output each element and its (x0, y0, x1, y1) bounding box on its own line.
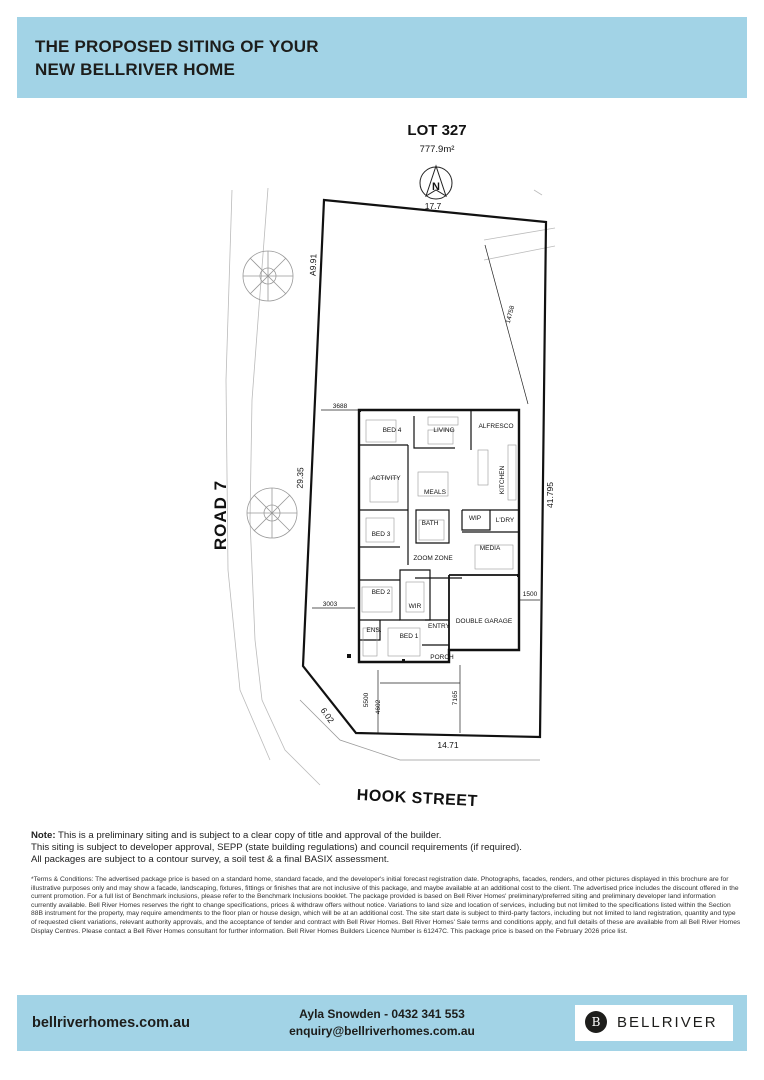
svg-text:N: N (432, 181, 440, 193)
note-line1: This is a preliminary siting and is subject to a clear copy of title and approval of the builder. (55, 830, 442, 841)
page-footer (17, 995, 747, 1051)
dim-front-3: 7165 (452, 690, 459, 706)
dim-setback-top: 3688 (332, 403, 348, 410)
road-south-label: HOOK STREET (356, 786, 479, 811)
room-bed2: BED 2 (371, 589, 391, 596)
room-wip: WIP (468, 515, 482, 522)
street-trees (243, 251, 297, 538)
logo-icon: B (585, 1011, 607, 1033)
brand-name: BELLRIVER (617, 1014, 718, 1031)
room-wir: WIR (408, 603, 422, 610)
room-media: MEDIA (479, 545, 501, 552)
room-alfresco: ALFRESCO (478, 423, 514, 430)
room-bed1: BED 1 (399, 633, 419, 640)
dim-front-1: 5500 (363, 692, 370, 708)
note-line2: This siting is subject to developer approval, SEPP (state building regulations) and council requirements (if required). (31, 842, 522, 854)
lot-area: 777.9m² (419, 144, 455, 155)
dim-bottom: 14.71 (437, 740, 459, 750)
note-label: Note: (31, 830, 56, 841)
dim-left-upper: A9.91 (307, 253, 319, 277)
header-title-line2: NEW BELLRIVER HOME (35, 60, 236, 79)
room-bed3: BED 3 (371, 531, 391, 538)
terms-and-conditions: *Terms & Conditions: The advertised package price is based on a standard home, standard facade, and the developer's initial forecast registration date. Photographs, facades, renders, and other pictures displayed in this brochure are for illustrative purposes only and may show a facade, landscaping, fixtures, fittings or finishes that are not inclusive of this package, and maybe available at an additional cost to the client. The advertised price includes the discount offered in the current promotion. For a full list of Benchmark inclusions, please refer to the Benchmark Inclusions booklet. The package provided is based on Bell River Homes' preliminary/preferred siting and preliminary developer land information currently available. Bell River Homes reserves the right to change specifications, prices & withdraw offers without notice. Variations to land size and location of services, including but not limited to the specifications listed within the Section 88B instrument for the property, may require amendments to the floor plan or house design, which will be at an additional cost. The site start date is subject to third-party factors, including but not limited to land registration, quantity and type of requested client variations, relevant authority approvals, and the acceptance of tender and contract with Bell River Homes. Bell River Homes' Sale terms and conditions apply, and full details of these are available from all Bell River Homes Display Centres. Please contact a Bell River Homes consultant for further information. Bell River Homes Builders Licence Number is 61247C. This package price is based on the February 2026 price list. (31, 876, 741, 935)
room-kitchen: KITCHEN (499, 465, 506, 495)
site-plan (0, 100, 764, 825)
room-bath: BATH (421, 520, 439, 527)
room-laundry: L'DRY (495, 517, 515, 524)
brand-logo (575, 1005, 733, 1041)
note-line3: All packages are subject to a contour survey, a soil test & a final BASIX assessment. (31, 854, 390, 866)
room-ensuite: ENS. (366, 627, 382, 634)
dim-diagonal: 14758 (504, 304, 517, 325)
room-activity: ACTIVITY (371, 475, 401, 482)
road-west-label: ROAD 7 (211, 479, 230, 551)
website-link[interactable]: bellriverhomes.com.au (32, 1015, 190, 1031)
north-arrow-icon (420, 166, 452, 199)
dim-top: 17.7 (424, 201, 442, 211)
dim-setback-side: 3003 (322, 601, 338, 608)
room-zoom-zone: ZOOM ZONE (413, 555, 453, 562)
room-porch: PORCH (430, 654, 454, 661)
room-meals: MEALS (423, 489, 447, 496)
dim-right: 41.795 (545, 482, 555, 508)
room-bed4: BED 4 (382, 427, 402, 434)
dim-front-2: 4602 (375, 699, 382, 715)
contact-email[interactable]: enquiry@bellriverhomes.com.au (289, 1024, 475, 1038)
note-block (31, 830, 731, 867)
lot-boundary (303, 200, 546, 737)
dim-left-mid: 29.35 (294, 467, 306, 489)
contact-block (267, 1006, 497, 1040)
header-title-line1: THE PROPOSED SITING OF YOUR (35, 37, 319, 56)
dim-corner: 6.02 (318, 705, 337, 725)
page-header (17, 17, 747, 98)
room-double-garage: DOUBLE GARAGE (455, 618, 513, 625)
dim-garage-side: 1500 (522, 591, 538, 598)
room-entry: ENTRY (428, 623, 450, 630)
contact-name-phone: Ayla Snowden - 0432 341 553 (299, 1007, 465, 1021)
lot-title: LOT 327 (407, 122, 467, 139)
room-living: LIVING (433, 427, 455, 434)
